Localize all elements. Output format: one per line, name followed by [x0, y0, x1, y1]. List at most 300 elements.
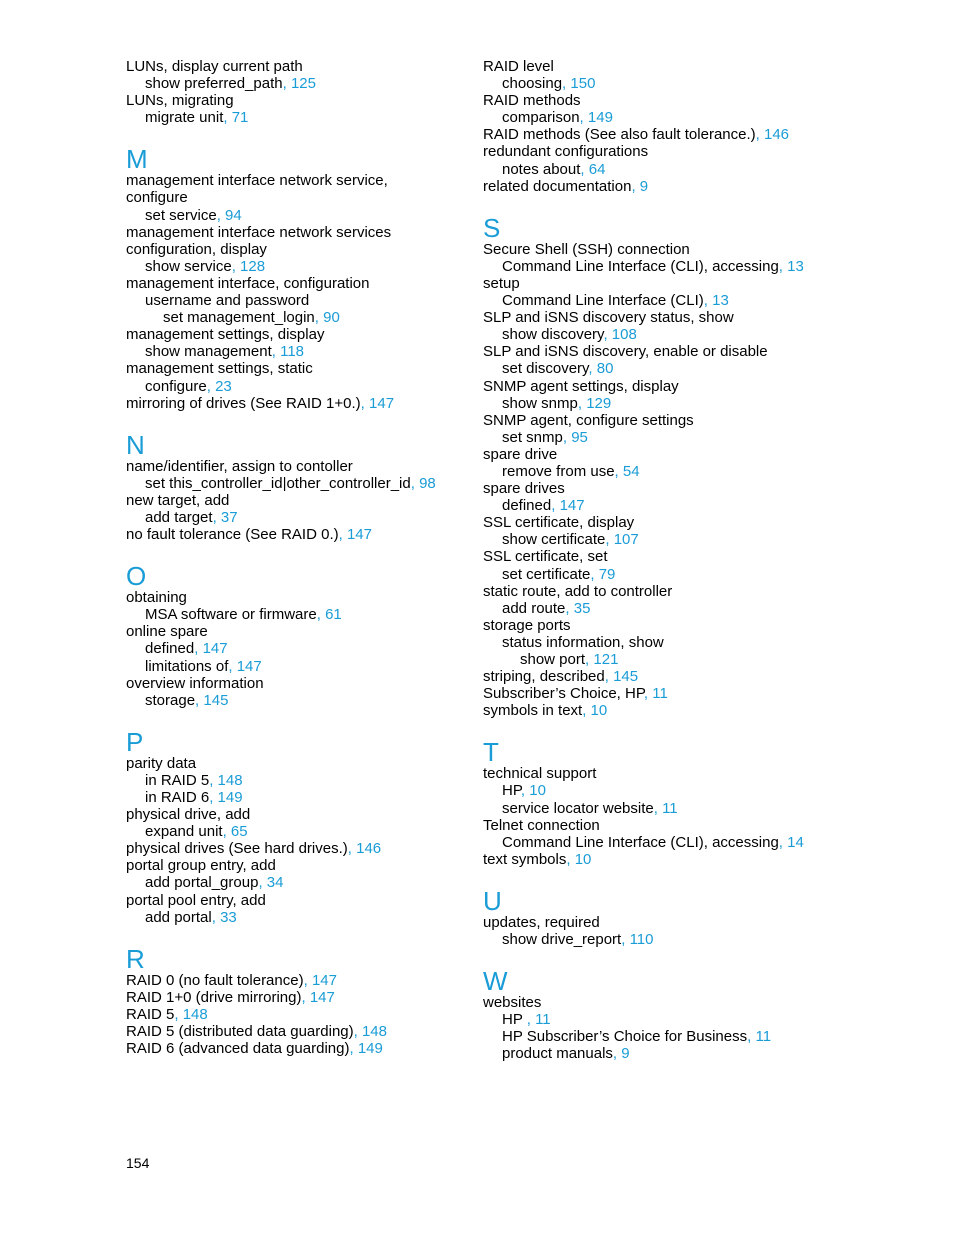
page-link[interactable]: 79: [598, 565, 616, 583]
entry-separator: ,: [228, 657, 237, 675]
entry-separator: ,: [755, 126, 764, 144]
entry-text: show preferred_path: [145, 75, 283, 93]
index-entry[interactable]: [483, 75, 923, 92]
index-entry[interactable]: [483, 429, 923, 446]
entry-separator: ,: [216, 206, 226, 224]
index-section: [483, 212, 923, 720]
index-entry[interactable]: [483, 702, 923, 719]
index-entry: [126, 224, 466, 241]
page-link[interactable]: 11: [535, 1011, 551, 1029]
entry-separator: ,: [231, 257, 241, 275]
entry-text: expand unit: [145, 823, 223, 841]
entry-separator: ,: [778, 257, 788, 275]
entry-text: show service: [145, 257, 232, 275]
index-entry[interactable]: [126, 207, 466, 224]
entry-text: set certificate: [502, 565, 591, 583]
index-section: [483, 58, 923, 195]
entry-separator: ,: [590, 565, 599, 583]
entry-separator: ,: [410, 474, 420, 492]
index-entry[interactable]: [483, 782, 923, 799]
section-letter: P: [126, 726, 144, 757]
page-link[interactable]: 147: [202, 640, 228, 658]
index-section: [483, 968, 923, 1062]
index-entry[interactable]: [126, 526, 466, 543]
entry-text: Secure Shell (SSH) connection: [483, 240, 690, 258]
index-entry: [483, 446, 923, 463]
entry-text: status information, show: [502, 633, 664, 651]
entry-separator: ,: [209, 789, 218, 806]
entry-separator: ,: [209, 771, 218, 789]
entry-text: technical support: [483, 765, 597, 783]
entry-text: comparison: [502, 109, 580, 127]
entry-text: Command Line Interface (CLI): [502, 292, 704, 310]
entry-text: SNMP agent, configure settings: [483, 411, 694, 429]
entry-text: RAID level: [483, 58, 554, 75]
page-link[interactable]: 65: [230, 823, 248, 841]
index-entry[interactable]: [126, 343, 466, 360]
index-entry: [126, 492, 466, 509]
entry-separator: ,: [271, 343, 281, 361]
entry-text: no fault tolerance (See RAID 0.): [126, 526, 339, 544]
entry-text: physical drive, add: [126, 806, 251, 824]
entry-text: RAID methods: [483, 92, 581, 110]
entry-separator: ,: [194, 640, 203, 658]
entry-text: Telnet connection: [483, 816, 600, 834]
entry-separator: ,: [747, 1028, 756, 1046]
entry-text: LUNs, migrating: [126, 92, 234, 110]
page-link[interactable]: 11: [755, 1028, 772, 1046]
entry-text: show drive_report: [502, 931, 622, 949]
index-entry: [483, 241, 923, 258]
entry-separator: ,: [223, 109, 232, 127]
entry-text: overview information: [126, 674, 264, 692]
index-entry[interactable]: [483, 800, 923, 817]
index-entry: [483, 514, 923, 531]
index-entry[interactable]: [126, 309, 466, 326]
entry-text: storage: [145, 691, 196, 709]
entry-separator: ,: [314, 309, 324, 327]
entry-text: migrate unit: [145, 109, 224, 127]
entry-text: in RAID 6: [145, 789, 210, 806]
index-entry[interactable]: [483, 258, 923, 275]
page-link[interactable]: 34: [266, 874, 284, 892]
entry-text: portal group entry, add: [126, 857, 276, 875]
page-link[interactable]: 148: [182, 1005, 208, 1023]
entry-text: set discovery: [502, 360, 589, 378]
index-entry: [126, 360, 466, 377]
entry-text: name/identifier, assign to contoller: [126, 457, 353, 475]
entry-separator: ,: [703, 292, 713, 310]
index-entry[interactable]: [126, 909, 466, 926]
index-entry[interactable]: [483, 463, 923, 480]
entry-separator: ,: [565, 599, 574, 617]
index-entry[interactable]: [126, 395, 466, 412]
entry-text: spare drive: [483, 445, 558, 463]
entry-text: show certificate: [502, 531, 606, 549]
index-entry[interactable]: [483, 1028, 923, 1045]
page-link[interactable]: 80: [596, 360, 614, 378]
index-entry[interactable]: [483, 668, 923, 685]
index-entry[interactable]: [126, 840, 466, 857]
index-entry[interactable]: [126, 972, 466, 989]
page-link[interactable]: 11: [652, 685, 668, 703]
entry-text: show management: [145, 343, 272, 361]
entry-separator: ,: [588, 360, 597, 378]
entry-text: set service: [145, 206, 217, 224]
index-entry[interactable]: [126, 692, 466, 709]
entry-separator: ,: [258, 874, 267, 892]
index-entry[interactable]: [126, 640, 466, 657]
index-entry[interactable]: [126, 874, 466, 891]
page-link[interactable]: 61: [325, 606, 342, 624]
entry-separator: ,: [206, 377, 216, 395]
index-entry: [483, 914, 923, 931]
index-entry[interactable]: [483, 395, 923, 412]
page-link[interactable]: 108: [611, 326, 637, 344]
entry-separator: ,: [562, 428, 572, 446]
entry-text: defined: [145, 640, 195, 658]
entry-text: management interface, configuration: [126, 274, 370, 292]
index-entry: [126, 806, 466, 823]
entry-separator: ,: [551, 497, 560, 515]
index-entry[interactable]: [483, 178, 923, 195]
entry-separator: ,: [566, 850, 575, 868]
index-entry: [126, 857, 466, 874]
section-letter: N: [126, 429, 145, 460]
entry-separator: ,: [612, 1045, 622, 1063]
entry-separator: ,: [353, 1023, 362, 1041]
section-letter: O: [126, 561, 147, 592]
index-entry[interactable]: [483, 109, 923, 126]
entry-text: add portal: [145, 908, 212, 926]
page-link[interactable]: 129: [586, 394, 612, 412]
index-entry: [126, 189, 466, 206]
page-link[interactable]: 71: [231, 109, 249, 127]
page-link[interactable]: 128: [240, 257, 266, 275]
entry-separator: ,: [526, 1011, 536, 1029]
entry-text: related documentation: [483, 177, 632, 195]
index-entry[interactable]: [483, 497, 923, 514]
entry-text: obtaining: [126, 589, 187, 607]
index-entry[interactable]: [483, 292, 923, 309]
page-link[interactable]: 94: [225, 206, 242, 224]
page-link[interactable]: 147: [311, 971, 337, 989]
entry-text: management interface network services: [126, 223, 392, 241]
entry-text: online spare: [126, 623, 208, 641]
entry-text: MSA software or firmware: [145, 606, 317, 624]
entry-text: physical drives (See hard drives.): [126, 840, 348, 858]
page-link[interactable]: 10: [529, 782, 546, 800]
index-entry: [483, 378, 923, 395]
entry-separator: ,: [282, 75, 291, 93]
index-entry: [483, 343, 923, 360]
page-link[interactable]: 145: [203, 691, 229, 709]
page-link[interactable]: 146: [763, 126, 790, 144]
entry-text: setup: [483, 274, 520, 292]
index-entry: [483, 548, 923, 565]
page-link[interactable]: 13: [712, 292, 729, 310]
entry-text: limitations of: [145, 657, 229, 675]
entry-separator: ,: [605, 531, 614, 549]
entry-separator: ,: [577, 394, 587, 412]
page-link[interactable]: 98: [419, 474, 436, 492]
page-link[interactable]: 147: [559, 497, 585, 515]
page-link[interactable]: 118: [280, 343, 305, 361]
entry-text: SNMP agent settings, display: [483, 377, 679, 395]
page-link[interactable]: 110: [629, 931, 654, 949]
entry-separator: ,: [580, 160, 589, 178]
page-link[interactable]: 147: [309, 988, 335, 1006]
index-entry[interactable]: [126, 1040, 466, 1057]
index-entry[interactable]: [483, 651, 923, 668]
index-entry: [126, 623, 466, 640]
page-number: 154: [126, 1155, 150, 1171]
page-link[interactable]: 149: [587, 109, 613, 127]
entry-text: Subscriber’s Choice, HP: [483, 685, 644, 703]
index-entry[interactable]: [483, 360, 923, 377]
section-letter: S: [483, 212, 501, 243]
entry-separator: ,: [211, 908, 221, 926]
index-entry[interactable]: [126, 509, 466, 526]
index-entry[interactable]: [126, 789, 466, 806]
index-entry: [126, 458, 466, 475]
entry-text: set snmp: [502, 428, 563, 446]
entry-text: set management_login: [163, 309, 315, 327]
page-link[interactable]: 145: [613, 668, 639, 686]
index-entry[interactable]: [483, 851, 923, 868]
entry-text: show discovery: [502, 326, 604, 344]
page-link[interactable]: 146: [356, 840, 382, 858]
entry-text: Command Line Interface (CLI), accessing: [502, 833, 779, 851]
page-link[interactable]: 13: [787, 257, 804, 275]
index-entry[interactable]: [483, 685, 923, 702]
index-entry: [483, 143, 923, 160]
index-entry[interactable]: [483, 531, 923, 548]
section-letter: W: [483, 966, 508, 997]
entry-text: HP: [502, 782, 521, 800]
entry-separator: ,: [585, 651, 594, 668]
index-entry[interactable]: [126, 606, 466, 623]
entry-separator: ,: [222, 823, 231, 841]
index-entry: [483, 994, 923, 1011]
index-entry: [126, 241, 466, 258]
section-letter: U: [483, 885, 502, 916]
entry-text: redundant configurations: [483, 143, 649, 161]
index-section: [126, 943, 466, 1058]
entry-text: mirroring of drives (See RAID 1+0.): [126, 394, 361, 412]
entry-separator: ,: [631, 177, 640, 195]
entry-separator: ,: [582, 702, 591, 720]
page-link[interactable]: 10: [574, 850, 592, 868]
entry-text: symbols in text: [483, 702, 583, 720]
entry-text: new target, add: [126, 491, 230, 509]
index-entry[interactable]: [126, 823, 466, 840]
entry-text: add portal_group: [145, 874, 259, 892]
page-link[interactable]: 150: [570, 75, 596, 93]
entry-text: show snmp: [502, 394, 578, 412]
entry-separator: ,: [212, 508, 221, 526]
index-section: [126, 58, 466, 126]
index-entry: [126, 892, 466, 909]
entry-text: updates, required: [483, 913, 600, 931]
index-section: [126, 726, 466, 926]
page-link[interactable]: 23: [215, 377, 232, 395]
page-link[interactable]: 147: [369, 394, 395, 412]
index-entry[interactable]: [483, 1011, 923, 1028]
entry-separator: ,: [301, 988, 310, 1006]
page-link[interactable]: 11: [662, 799, 678, 817]
entry-text: RAID methods (See also fault tolerance.): [483, 126, 756, 144]
index-entry: [126, 675, 466, 692]
entry-separator: ,: [338, 526, 347, 544]
index-entry: [483, 583, 923, 600]
index-entry: [126, 172, 466, 189]
page-link[interactable]: 148: [217, 771, 243, 789]
index-entry[interactable]: [126, 658, 466, 675]
index-entry[interactable]: [126, 75, 466, 92]
index-entry[interactable]: [483, 931, 923, 948]
page-link[interactable]: 121: [593, 651, 619, 668]
entry-text: RAID 1+0 (drive mirroring): [126, 988, 302, 1006]
index-entry: [483, 309, 923, 326]
index-entry[interactable]: [483, 834, 923, 851]
page-link[interactable]: 148: [361, 1023, 387, 1041]
index-entry[interactable]: [126, 772, 466, 789]
index-entry[interactable]: [483, 161, 923, 178]
index-entry: [483, 817, 923, 834]
entry-text: websites: [483, 994, 542, 1012]
page-link[interactable]: 64: [588, 160, 606, 178]
index-entry: [483, 412, 923, 429]
entry-text: text symbols: [483, 850, 567, 868]
page-link[interactable]: 90: [323, 309, 340, 327]
entry-text: management interface network service,: [126, 172, 388, 190]
page-link[interactable]: 149: [357, 1040, 383, 1058]
entry-separator: ,: [303, 971, 312, 989]
entry-text: SSL certificate, set: [483, 548, 608, 566]
entry-text: static route, add to controller: [483, 582, 673, 600]
entry-text: show port: [520, 651, 586, 668]
page-link[interactable]: 37: [220, 508, 238, 526]
index-entry[interactable]: [483, 326, 923, 343]
entry-text: choosing: [502, 75, 563, 93]
page-link[interactable]: 14: [787, 833, 804, 851]
entry-text: RAID 0 (no fault tolerance): [126, 971, 304, 989]
index-section: [126, 146, 466, 411]
page-link[interactable]: 95: [571, 428, 588, 446]
index-entry[interactable]: [483, 566, 923, 583]
entry-text: storage ports: [483, 616, 571, 634]
index-entry: [483, 765, 923, 782]
section-letter: M: [126, 144, 148, 175]
index-entry: [126, 275, 466, 292]
page-link[interactable]: 147: [236, 657, 262, 675]
page-link[interactable]: 149: [217, 789, 243, 806]
entry-text: remove from use: [502, 462, 615, 480]
index-entry: [483, 275, 923, 292]
index-entry[interactable]: [483, 1045, 923, 1062]
entry-text: username and password: [145, 292, 310, 310]
entry-text: configure: [126, 189, 188, 207]
entry-text: add route: [502, 599, 566, 617]
entry-text: product manuals: [502, 1045, 613, 1063]
entry-separator: ,: [778, 833, 788, 851]
entry-text: SLP and iSNS discovery status, show: [483, 309, 734, 327]
index-entry: [126, 292, 466, 309]
entry-separator: ,: [349, 1040, 358, 1058]
page-link[interactable]: 107: [613, 531, 639, 549]
index-entry[interactable]: [483, 126, 923, 143]
index-entry[interactable]: [126, 109, 466, 126]
page-link[interactable]: 35: [573, 599, 591, 617]
entry-text: striping, described: [483, 668, 605, 686]
entry-separator: ,: [643, 685, 653, 703]
index-section: [126, 563, 466, 709]
section-letter: T: [483, 737, 499, 768]
entry-separator: ,: [579, 109, 588, 127]
entry-text: management settings, display: [126, 326, 325, 344]
entry-text: Command Line Interface (CLI), accessing: [502, 257, 779, 275]
entry-separator: ,: [316, 606, 326, 624]
index-entry[interactable]: [126, 475, 466, 492]
entry-separator: ,: [603, 326, 612, 344]
entry-text: RAID 6 (advanced data guarding): [126, 1040, 350, 1058]
entry-separator: ,: [614, 462, 623, 480]
page-link[interactable]: 147: [346, 526, 372, 544]
index-entry[interactable]: [126, 989, 466, 1006]
entry-text: configure: [145, 377, 207, 395]
index-entry: [126, 92, 466, 109]
index-entry[interactable]: [126, 378, 466, 395]
entry-text: RAID 5: [126, 1005, 175, 1023]
entry-text: HP Subscriber’s Choice for Business: [502, 1028, 748, 1046]
entry-separator: ,: [653, 799, 663, 817]
page-link[interactable]: 9: [621, 1045, 630, 1063]
entry-text: notes about: [502, 160, 581, 178]
entry-separator: ,: [621, 931, 630, 949]
page-link[interactable]: 54: [622, 462, 640, 480]
index-section: [126, 429, 466, 544]
index-entry: [483, 480, 923, 497]
index-section: [483, 885, 923, 949]
index-entry[interactable]: [126, 1023, 466, 1040]
page-link[interactable]: 10: [590, 702, 608, 720]
page-link[interactable]: 9: [639, 177, 649, 195]
index-entry[interactable]: [126, 258, 466, 275]
section-letter: R: [126, 943, 145, 974]
page-link[interactable]: 33: [220, 908, 237, 926]
entry-text: SSL certificate, display: [483, 514, 635, 532]
index-entry: [126, 589, 466, 606]
index-entry: [483, 58, 923, 75]
page-link[interactable]: 125: [290, 75, 316, 93]
index-entry: [126, 755, 466, 772]
entry-text: spare drives: [483, 480, 565, 498]
entry-text: configuration, display: [126, 240, 267, 258]
index-column-right: [483, 58, 923, 1063]
entry-separator: ,: [195, 691, 204, 709]
entry-text: HP: [502, 1011, 527, 1029]
entry-separator: ,: [360, 394, 370, 412]
entry-separator: ,: [520, 782, 530, 800]
index-entry: [483, 634, 923, 651]
index-entry: [126, 326, 466, 343]
index-column-left: [126, 58, 466, 1057]
index-entry[interactable]: [126, 1006, 466, 1023]
index-entry[interactable]: [483, 600, 923, 617]
index-entry: [126, 58, 466, 75]
entry-text: add target: [145, 508, 213, 526]
